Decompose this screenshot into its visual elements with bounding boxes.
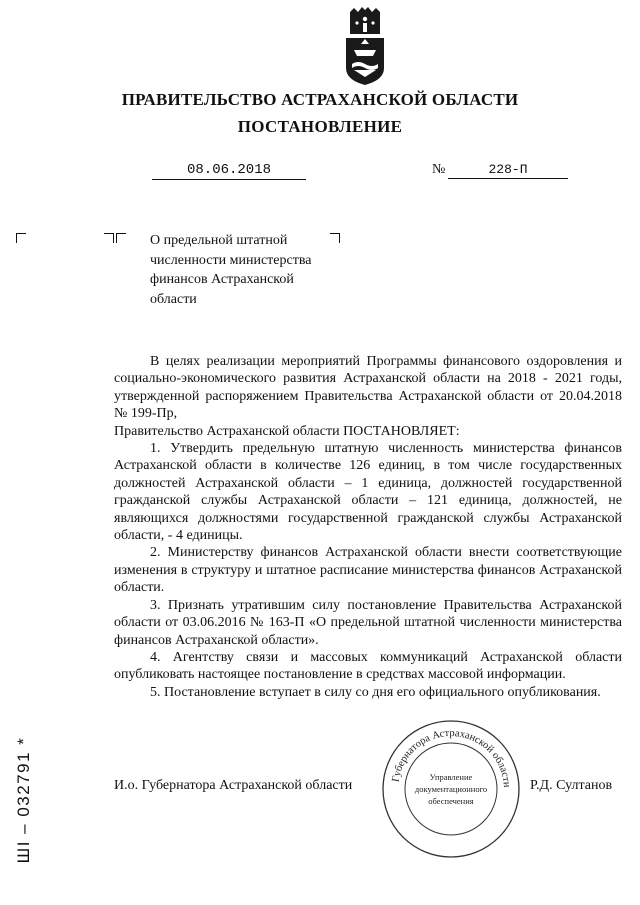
item-paragraph: 5. Постановление вступает в силу со дня его официального опубликования.: [150, 684, 601, 700]
official-stamp: [380, 718, 522, 860]
subject-line: численности министерства: [150, 252, 312, 268]
item-paragraph: 1. Утвердить предельную штатную численность министерства финансов Астраханской области в количестве 126 единиц, в том числе государственных должностей Астраханской области – 1 единица, должностей государственной гражданской службы Астраханской области – 121 единица, должностей, не являющихся должностями государственной гражданской службы Астраханской области, - 4 единицы.: [114, 441, 622, 544]
item-paragraph: 3. Признать утратившим силу постановление Правительства Астраханской области от 03.06.2016 № 163-П «О предельной штатной численности министерства финансов Астраханской области».: [114, 597, 622, 648]
item-paragraph: 2. Министерству финансов Астраханской области внести соответствующие изменения в структуру и штатное расписание министерства финансов Астраханской области.: [114, 545, 622, 596]
corner-mark: [116, 233, 126, 243]
coat-of-arms-emblem: [340, 6, 390, 86]
document-date: 08.06.2018: [152, 162, 306, 180]
number-label: №: [432, 162, 446, 177]
signatory-role: И.о. Губернатора Астраханской области: [114, 778, 353, 793]
stamp-center-line: документационного: [414, 784, 488, 794]
serial-number-block: [4, 700, 44, 900]
serial-number: ШІ – 032791 *: [14, 736, 33, 864]
decree-line: Правительство Астраханской области ПОСТАНОВЛЯЕТ:: [114, 423, 460, 439]
document-subject: [150, 231, 340, 309]
document-type: ПОСТАНОВЛЕНИЕ: [237, 117, 403, 136]
corner-mark: [16, 233, 26, 243]
stamp-ring-text: Губернатора Астраханской области: [390, 727, 513, 788]
subject-line: О предельной штатной: [150, 233, 288, 248]
document-body: [114, 353, 622, 701]
corner-mark: [104, 233, 114, 243]
government-title: ПРАВИТЕЛЬСТВО АСТРАХАНСКОЙ ОБЛАСТИ: [121, 90, 519, 109]
document-number: 228-П: [448, 162, 568, 179]
subject-line: области: [150, 291, 197, 307]
subject-line: финансов Астраханской: [150, 272, 294, 287]
signatory-name: Р.Д. Султанов: [530, 778, 613, 793]
preamble-paragraph: В целях реализации мероприятий Программы финансового оздоровления и социально-экономического развития Астраханской области на 2018 - 2021 годы, утвержденной распоряжением Правительства Астраханской области от 20.04.2018 № 199-Пр,: [114, 354, 622, 422]
item-paragraph: 4. Агентству связи и массовых коммуникаций Астраханской области опубликовать настоящее постановление в средствах массовой информации.: [114, 649, 622, 683]
stamp-center-line: обеспечения: [428, 796, 474, 806]
stamp-center-line: Управление: [429, 772, 473, 782]
